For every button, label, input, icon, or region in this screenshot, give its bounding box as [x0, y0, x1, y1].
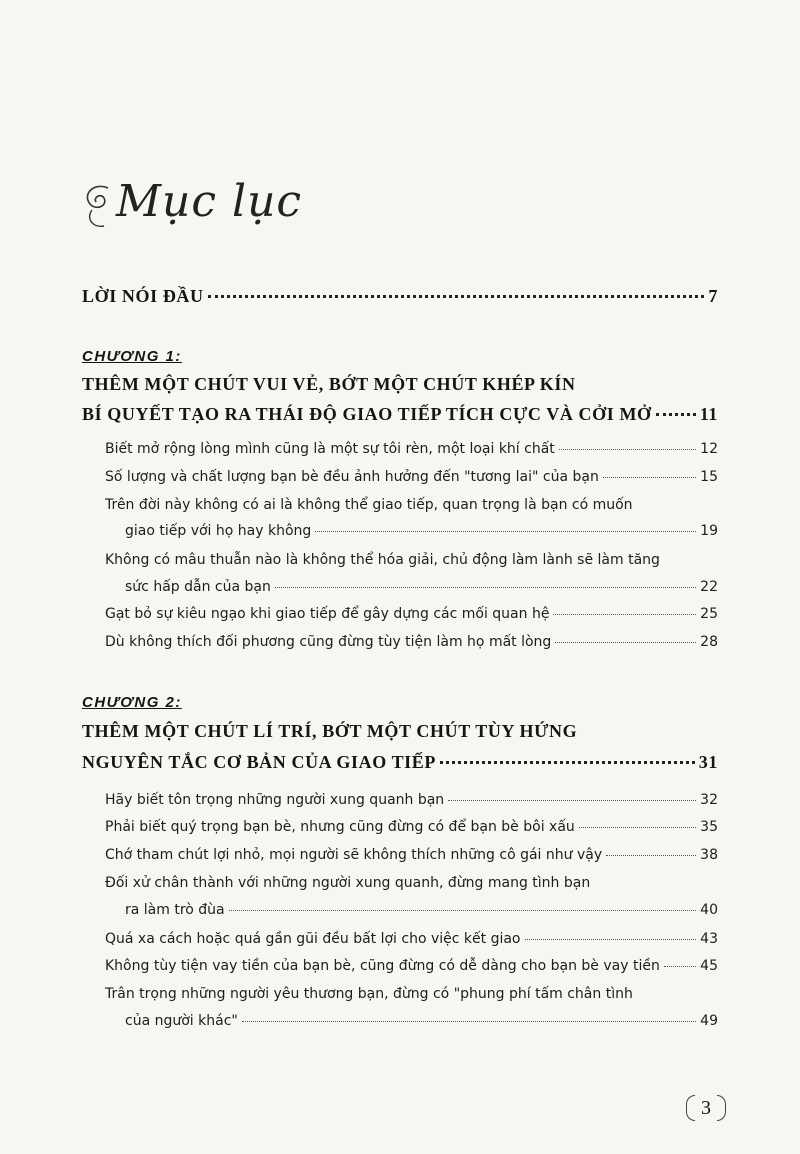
entry-page: 35 [700, 819, 718, 835]
dot-leader [559, 449, 696, 450]
dot-leader [229, 910, 697, 911]
toc-title [82, 176, 302, 227]
entry-title: Phải biết quý trọng bạn bè, nhưng cũng đừng có để bạn bè bôi xấu [105, 819, 575, 835]
toc-row-preface[interactable] [82, 286, 718, 307]
chapter-1-page: 11 [699, 404, 718, 424]
entry-page: 45 [700, 958, 718, 974]
toc-entry[interactable] [125, 902, 718, 918]
chapter-1-subheading: BÍ QUYẾT TẠO RA THÁI ĐỘ GIAO TIẾP TÍCH CỰC VÀ CỞI MỞ [82, 404, 652, 424]
entry-page: 15 [700, 469, 718, 485]
page-number [686, 1091, 726, 1125]
dot-leader [208, 295, 705, 298]
dot-leader [555, 642, 696, 643]
dot-leader [242, 1021, 696, 1022]
chapter-2-heading: THÊM MỘT CHÚT LÍ TRÍ, BỚT MỘT CHÚT TÙY HỨNG [82, 721, 578, 741]
dot-leader [579, 827, 696, 828]
chapter-2-label: CHƯƠNG 2: [82, 694, 182, 711]
entry-title: Dù không thích đối phương cũng đừng tùy tiện làm họ mất lòng [105, 634, 552, 650]
toc-entry[interactable] [125, 579, 718, 595]
entry-title-line2: ra làm trò đùa [125, 902, 225, 918]
entry-title: Số lượng và chất lượng bạn bè đều ảnh hưởng đến "tương lai" của bạn [105, 469, 599, 485]
entry-title: Gạt bỏ sự kiêu ngạo khi giao tiếp để gây dựng các mối quan hệ [105, 606, 550, 622]
toc-entry[interactable] [105, 606, 718, 622]
toc-entry[interactable] [105, 931, 718, 947]
dot-leader [606, 855, 696, 856]
entry-title: Quá xa cách hoặc quá gần gũi đều bất lợi cho việc kết giao [105, 931, 521, 947]
toc-entry[interactable] [105, 847, 718, 863]
dot-leader [525, 939, 697, 940]
entry-page: 32 [700, 792, 718, 808]
toc-entry[interactable] [105, 634, 718, 650]
toc-row-chapter-2[interactable] [82, 752, 718, 773]
dot-leader [448, 800, 696, 801]
entry-title-line1[interactable]: Đối xử chân thành với những người xung quanh, đừng mang tình bạn [105, 875, 591, 891]
toc-row-chapter-1[interactable] [82, 404, 718, 425]
dot-leader [603, 477, 696, 478]
entry-title-line1[interactable]: Trân trọng những người yêu thương bạn, đừng có "phung phí tấm chân tình [105, 986, 633, 1002]
entry-page: 19 [700, 523, 718, 539]
page-number-text: 3 [701, 1096, 711, 1119]
preface-label: LỜI NÓI ĐẦU [82, 286, 204, 306]
entry-title: Chớ tham chút lợi nhỏ, mọi người sẽ không thích những cô gái như vậy [105, 847, 603, 863]
entry-title: Biết mở rộng lòng mình cũng là một sự tôi rèn, một loại khí chất [105, 441, 555, 457]
entry-page: 22 [700, 579, 718, 595]
dot-leader [656, 413, 696, 416]
entry-title-line2: giao tiếp với họ hay không [125, 523, 312, 539]
toc-entry[interactable] [105, 469, 718, 485]
dot-leader [440, 761, 695, 764]
preface-page: 7 [708, 286, 718, 306]
chapter-1-heading: THÊM MỘT CHÚT VUI VẺ, BỚT MỘT CHÚT KHÉP KÍN [82, 374, 576, 394]
toc-entry[interactable] [125, 1013, 718, 1029]
toc-title-text: Mục lục [116, 176, 303, 227]
entry-title-line1[interactable]: Không có mâu thuẫn nào là không thể hóa giải, chủ động làm lành sẽ làm tăng [105, 552, 660, 568]
entry-title-line2: sức hấp dẫn của bạn [125, 579, 271, 595]
toc-entry[interactable] [105, 958, 718, 974]
dot-leader [275, 587, 696, 588]
chapter-2-subheading: NGUYÊN TẮC CƠ BẢN CỦA GIAO TIẾP [82, 752, 436, 772]
entry-title-line2: của người khác" [125, 1013, 238, 1029]
entry-page: 40 [700, 902, 718, 918]
toc-entry[interactable] [105, 819, 718, 835]
dot-leader [664, 966, 696, 967]
entry-title: Không tùy tiện vay tiền của bạn bè, cũng đừng có dễ dàng cho bạn bè vay tiền [105, 958, 660, 974]
toc-entry[interactable] [125, 523, 718, 539]
toc-entry[interactable] [105, 441, 718, 457]
chapter-2-page: 31 [698, 752, 718, 772]
dot-leader [553, 614, 696, 615]
ornament-swirl-icon [78, 180, 124, 232]
toc-entry[interactable] [105, 792, 718, 808]
entry-title-line1[interactable]: Trên đời này không có ai là không thể giao tiếp, quan trọng là bạn có muốn [105, 497, 633, 513]
entry-page: 38 [700, 847, 718, 863]
entry-page: 12 [700, 441, 718, 457]
dot-leader [315, 531, 696, 532]
entry-page: 43 [700, 931, 718, 947]
chapter-1-label: CHƯƠNG 1: [82, 348, 182, 365]
entry-page: 28 [700, 634, 718, 650]
entry-page: 49 [700, 1013, 718, 1029]
entry-page: 25 [700, 606, 718, 622]
entry-title: Hãy biết tôn trọng những người xung quanh bạn [105, 792, 445, 808]
